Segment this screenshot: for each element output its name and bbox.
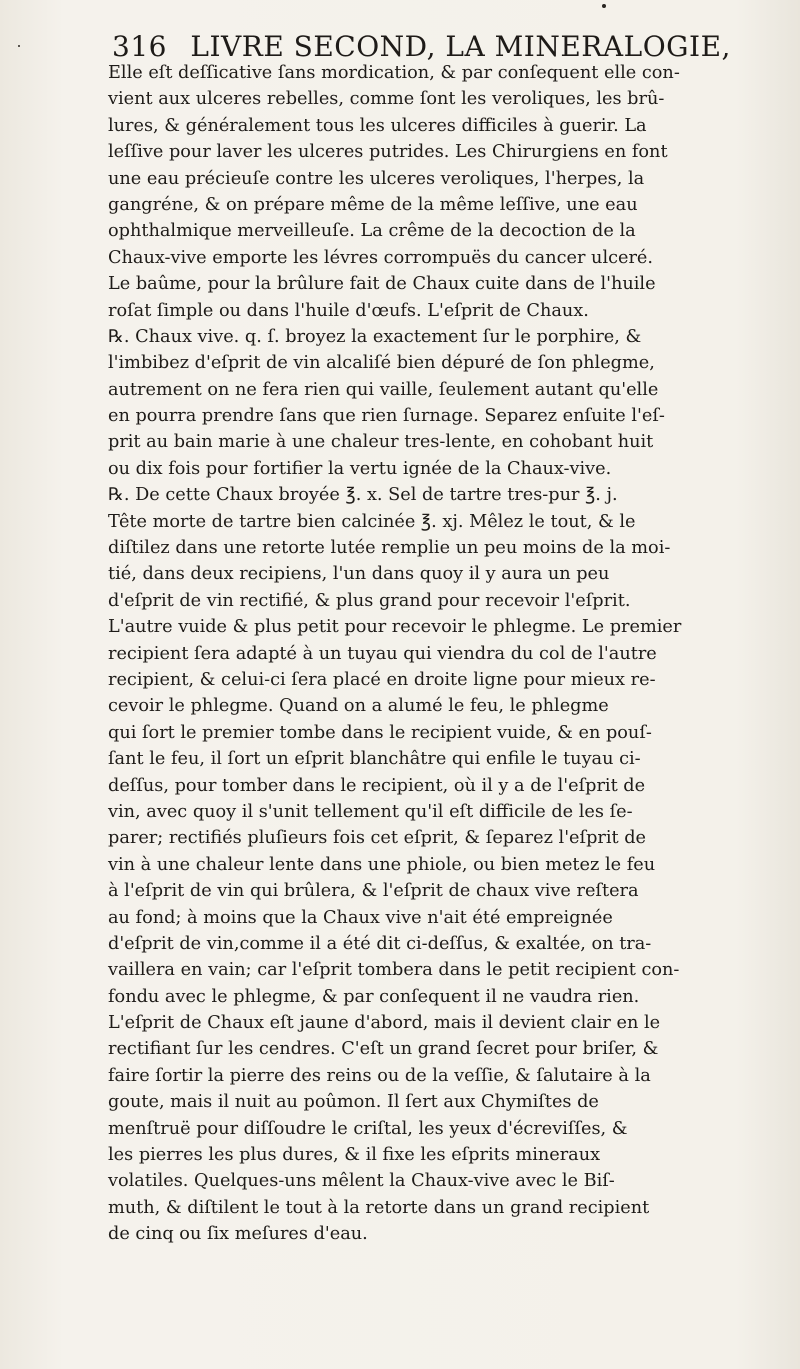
- text-line: Tête morte de tartre bien calcinée ℥. xj. Mêlez le tout, & le: [108, 511, 636, 532]
- text-line: L'eſprit de Chaux eſt jaune d'abord, mais il devient clair en le: [108, 1013, 661, 1034]
- text-line: rectifiant ſur les cendres. C'eſt un grand ſecret pour briſer, &: [108, 1039, 659, 1060]
- page-number: 316: [112, 30, 167, 63]
- text-line: volatiles. Quelques-uns mêlent la Chaux-vive avec le Biſ-: [108, 1171, 615, 1192]
- text-line: une eau précieuſe contre les ulceres veroliques, l'herpes, la: [108, 168, 645, 189]
- text-line: de cinq ou ſix meſures d'eau.: [108, 1224, 368, 1245]
- text-line: cevoir le phlegme. Quand on a alumé le feu, le phlegme: [108, 696, 609, 717]
- running-header: [112, 30, 731, 64]
- text-line: tié, dans deux recipiens, l'un dans quoy il y aura un peu: [108, 564, 610, 585]
- text-line: fondu avec le phlegme, & par conſequent il ne vaudra rien.: [108, 986, 640, 1007]
- text-line: vient aux ulceres rebelles, comme ſont les veroliques, les brû-: [108, 89, 665, 110]
- text-line: roſat ſimple ou dans l'huile d'œufs. L'eſprit de Chaux.: [108, 300, 589, 321]
- text-line: gangréne, & on prépare même de la même leſſive, une eau: [108, 194, 638, 215]
- text-line: recipient, & celui-ci ſera placé en droite ligne pour mieux re-: [108, 669, 656, 690]
- text-line: ſant le feu, il ſort un eſprit blanchâtre qui enfile le tuyau ci-: [108, 749, 641, 770]
- running-title: LIVRE SECOND, LA MINERALOGIE,: [190, 30, 731, 63]
- text-line: les pierres les plus dures, & il fixe les eſprits mineraux: [108, 1145, 601, 1166]
- text-line: vin, avec quoy il s'unit tellement qu'il eſt difficile de les ſe-: [108, 801, 633, 822]
- body-text: [108, 60, 768, 1248]
- text-line: recipient ſera adapté à un tuyau qui viendra du col de l'autre: [108, 643, 657, 664]
- text-line: ℞. Chaux vive. q. ſ. broyez la exactement ſur le porphire, &: [108, 326, 642, 347]
- text-line: ophthalmique merveilleuſe. La crême de la decoction de la: [108, 221, 636, 242]
- text-line: autrement on ne fera rien qui vaille, ſeulement autant qu'elle: [108, 379, 659, 400]
- text-line: muth, & diſtilent le tout à la retorte dans un grand recipient: [108, 1197, 650, 1218]
- text-line: lures, & généralement tous les ulceres difficiles à guerir. La: [108, 115, 647, 136]
- text-line: diſtilez dans une retorte lutée remplie un peu moins de la moi-: [108, 538, 671, 559]
- text-line: faire ſortir la pierre des reins ou de la veſſie, & ſalutaire à la: [108, 1065, 651, 1086]
- text-line: Chaux-vive emporte les lévres corrompuës du cancer ulceré.: [108, 247, 654, 268]
- text-line: prit au bain marie à une chaleur tres-lente, en cohobant huit: [108, 432, 654, 453]
- text-line: qui ſort le premier tombe dans le recipient vuide, & en pouſ-: [108, 722, 652, 743]
- text-line: menſtruë pour diſſoudre le criſtal, les yeux d'écreviſſes, &: [108, 1118, 628, 1139]
- text-line: ℞. De cette Chaux broyée ℥. x. Sel de tartre tres-pur ℥. j.: [108, 485, 618, 506]
- text-line: en pourra prendre ſans que rien ſurnage. Separez enſuite l'eſ-: [108, 406, 665, 427]
- text-line: d'eſprit de vin rectifié, & plus grand pour recevoir l'eſprit.: [108, 590, 631, 611]
- text-line: au fond; à moins que la Chaux vive n'ait été empreignée: [108, 907, 613, 928]
- text-line: ou dix fois pour fortifier la vertu ignée de la Chaux-vive.: [108, 458, 612, 479]
- text-line: goute, mais il nuit au poûmon. Il ſert aux Chymiſtes de: [108, 1092, 599, 1113]
- text-line: L'autre vuide & plus petit pour recevoir le phlegme. Le premier: [108, 617, 682, 638]
- ink-speck: [602, 4, 606, 8]
- text-line: Elle eſt deſſicative ſans mordication, & par conſequent elle con-: [108, 63, 680, 83]
- text-line: parer; rectifiés pluſieurs fois cet eſprit, & ſeparez l'eſprit de: [108, 828, 647, 849]
- text-line: leſſive pour laver les ulceres putrides. Les Chirurgiens en font: [108, 142, 668, 163]
- text-line: vaillera en vain; car l'eſprit tombera dans le petit recipient con-: [108, 960, 680, 981]
- text-line: d'eſprit de vin,comme il a été dit ci-deſſus, & exaltée, on tra-: [108, 933, 652, 954]
- text-line: Le baûme, pour la brûlure fait de Chaux cuite dans de l'huile: [108, 274, 656, 295]
- text-line: à l'eſprit de vin qui brûlera, & l'eſprit de chaux vive reſtera: [108, 881, 639, 902]
- ink-speck: [18, 45, 20, 47]
- text-line: vin à une chaleur lente dans une phiole, ou bien metez le feu: [108, 854, 656, 875]
- text-line: deſſus, pour tomber dans le recipient, où il y a de l'eſprit de: [108, 775, 646, 796]
- text-line: l'imbibez d'eſprit de vin alcaliſé bien dépuré de ſon phlegme,: [108, 353, 655, 374]
